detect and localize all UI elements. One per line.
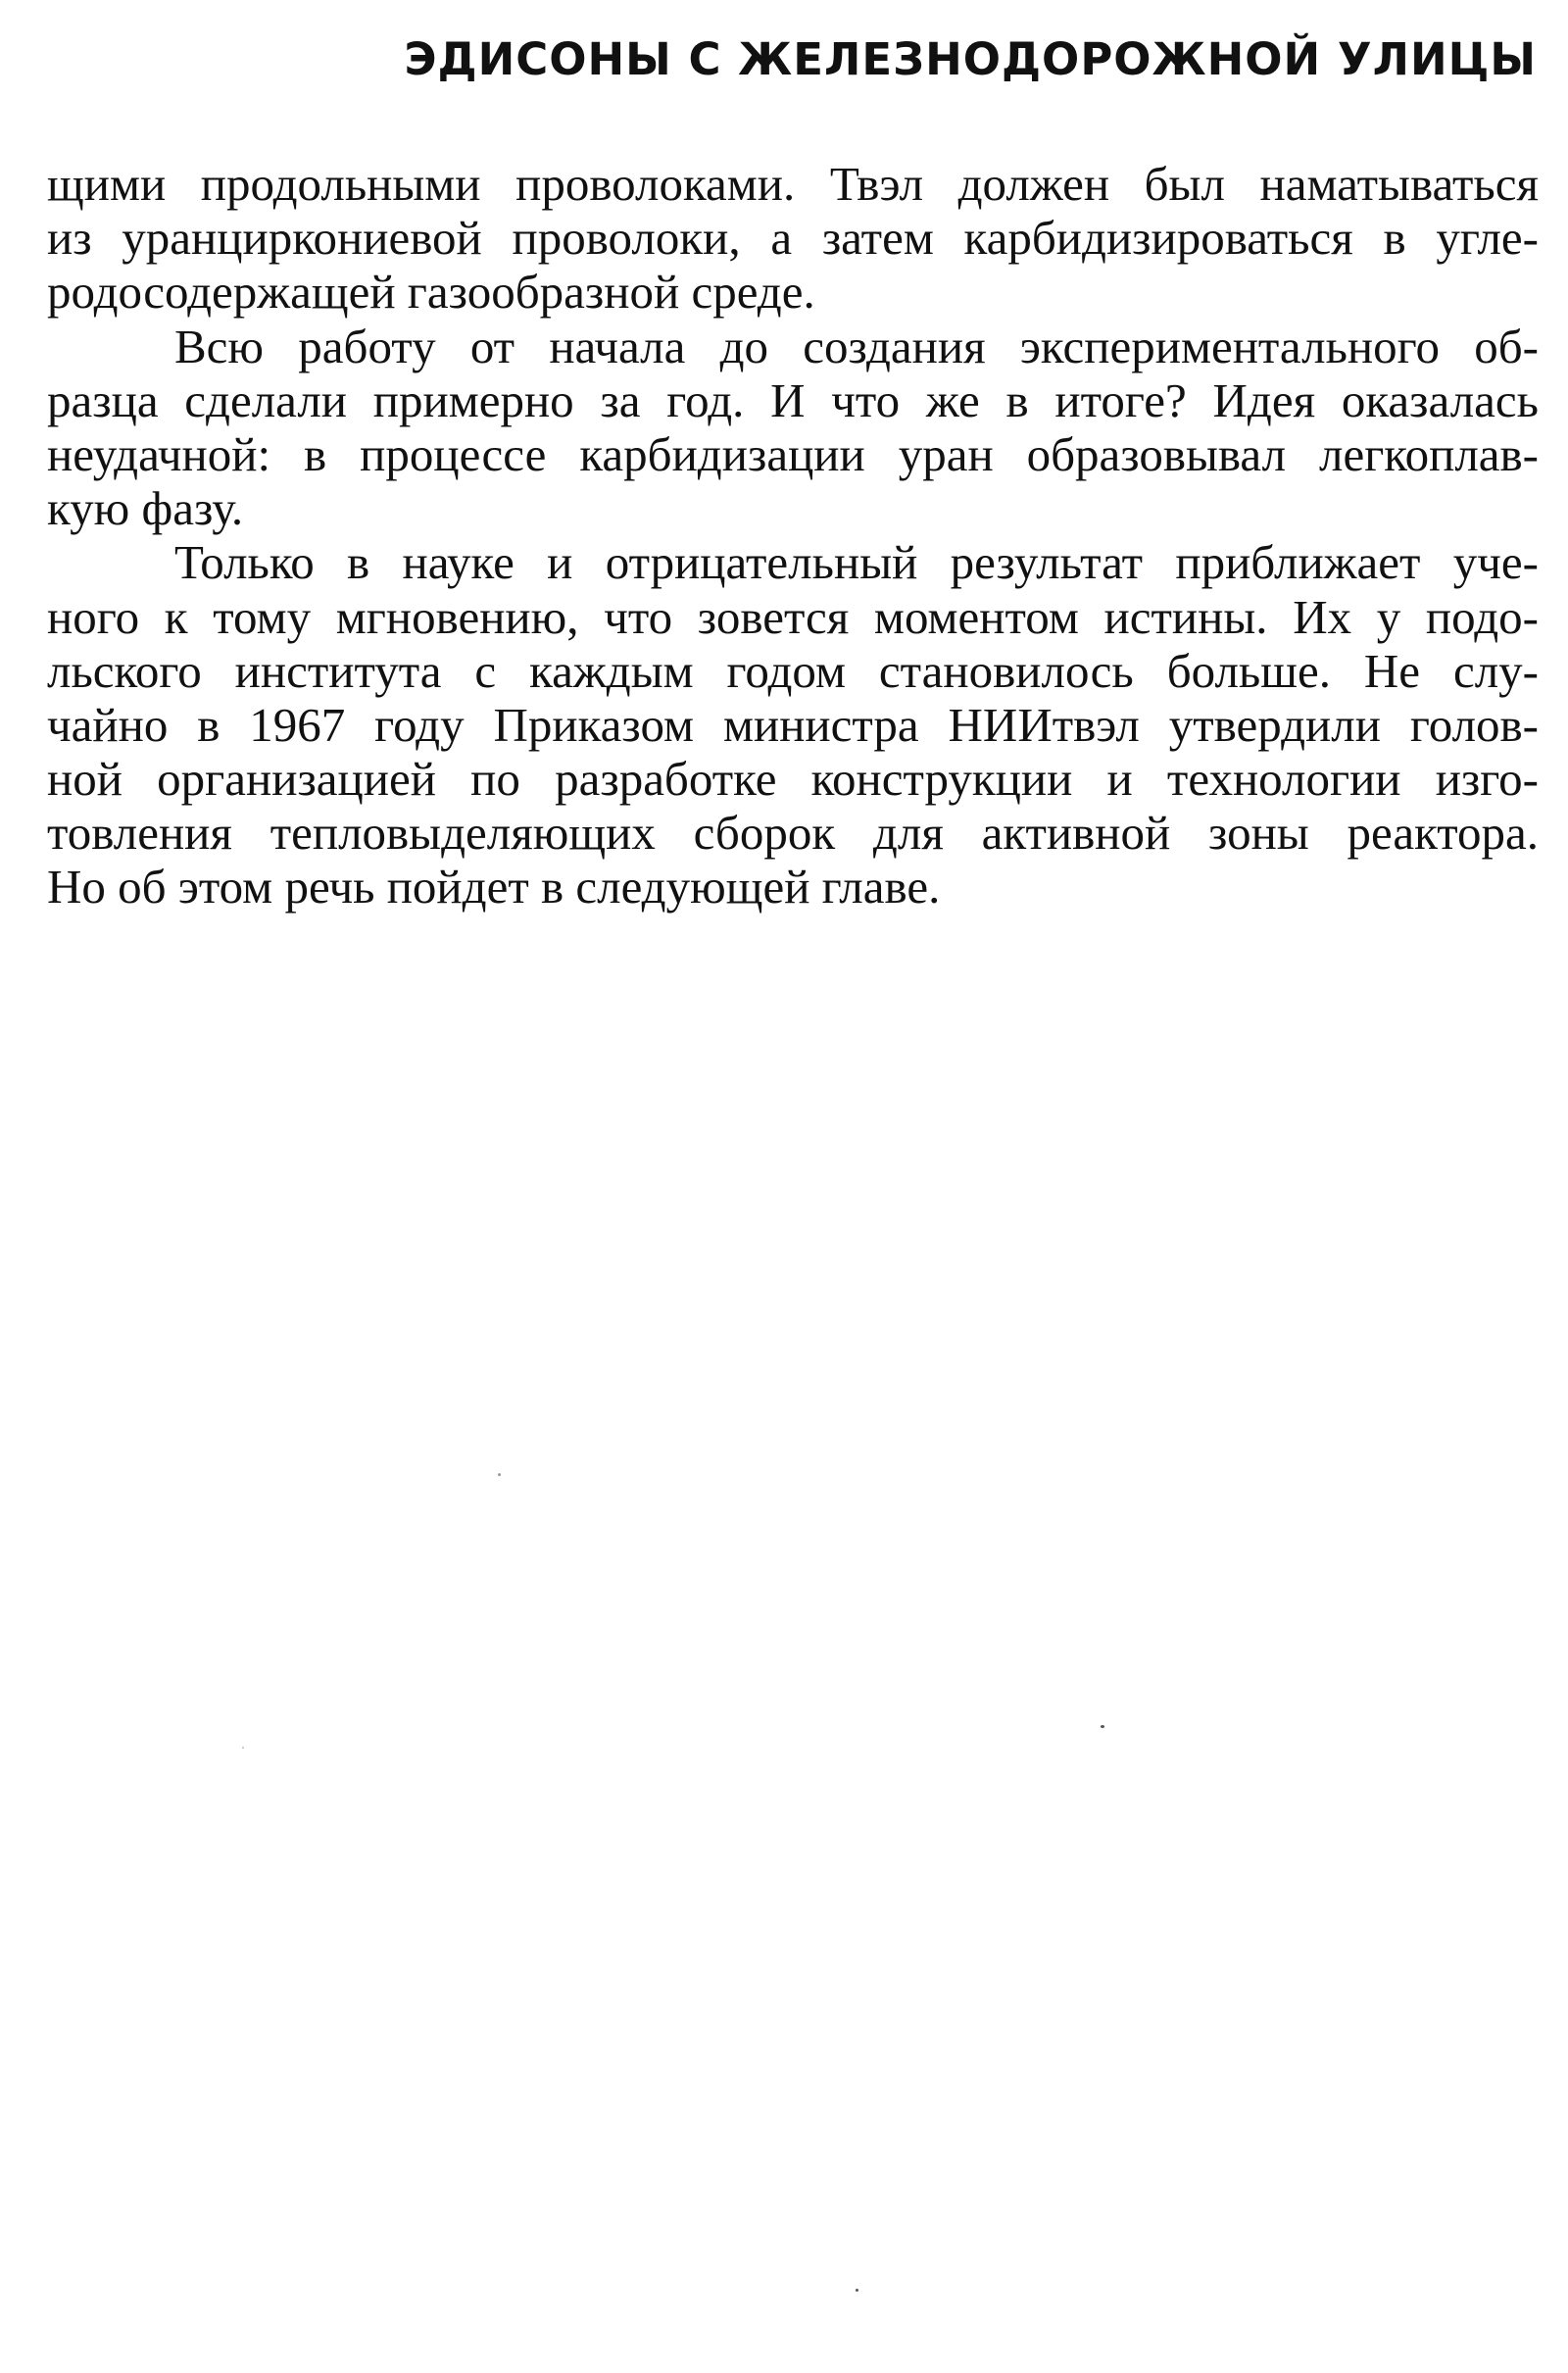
text-line: щими продольными проволоками. Твэл должен был наматываться <box>47 157 1539 211</box>
text-line: из уранциркониевой проволоки, а затем карбидизироваться в угле- <box>47 211 1539 266</box>
running-head: ЭДИСОНЫ С ЖЕЛЕЗНОДОРОЖНОЙ УЛИЦЫ <box>404 33 1537 85</box>
body-text <box>47 157 1539 915</box>
scan-speck <box>856 2289 858 2292</box>
paragraph-first-line: Всю работу от начала до создания экспериментального об- <box>174 319 1539 373</box>
text-line: чайно в 1967 году Приказом министра НИИтвэл утвердили голов- <box>47 697 1539 752</box>
paragraph-first-line: Только в науке и отрицательный результат приближает уче- <box>174 535 1539 590</box>
scan-speck <box>1101 1725 1104 1728</box>
text-line: Но об этом речь пойдет в следующей главе. <box>47 860 941 915</box>
scan-speck <box>498 1473 501 1476</box>
text-line: родосодержащей газообразной среде. <box>47 265 815 320</box>
text-line: товления тепловыделяющих сборок для активной зоны реактора. <box>47 806 1539 861</box>
text-line: ного к тому мгновению, что зовется моментом истины. Их у подо- <box>47 589 1539 644</box>
text-line: неудачной: в процессе карбидизации уран образовывал легкоплав- <box>47 426 1539 481</box>
text-line: льского института с каждым годом становилось больше. Не слу- <box>47 643 1539 698</box>
text-line: кую фазу. <box>47 481 244 536</box>
scan-speck <box>242 1747 244 1749</box>
text-line: ной организацией по разработке конструкции и технологии изго- <box>47 752 1539 807</box>
text-line: разца сделали примерно за год. И что же в итоге? Идея оказалась <box>47 372 1539 427</box>
